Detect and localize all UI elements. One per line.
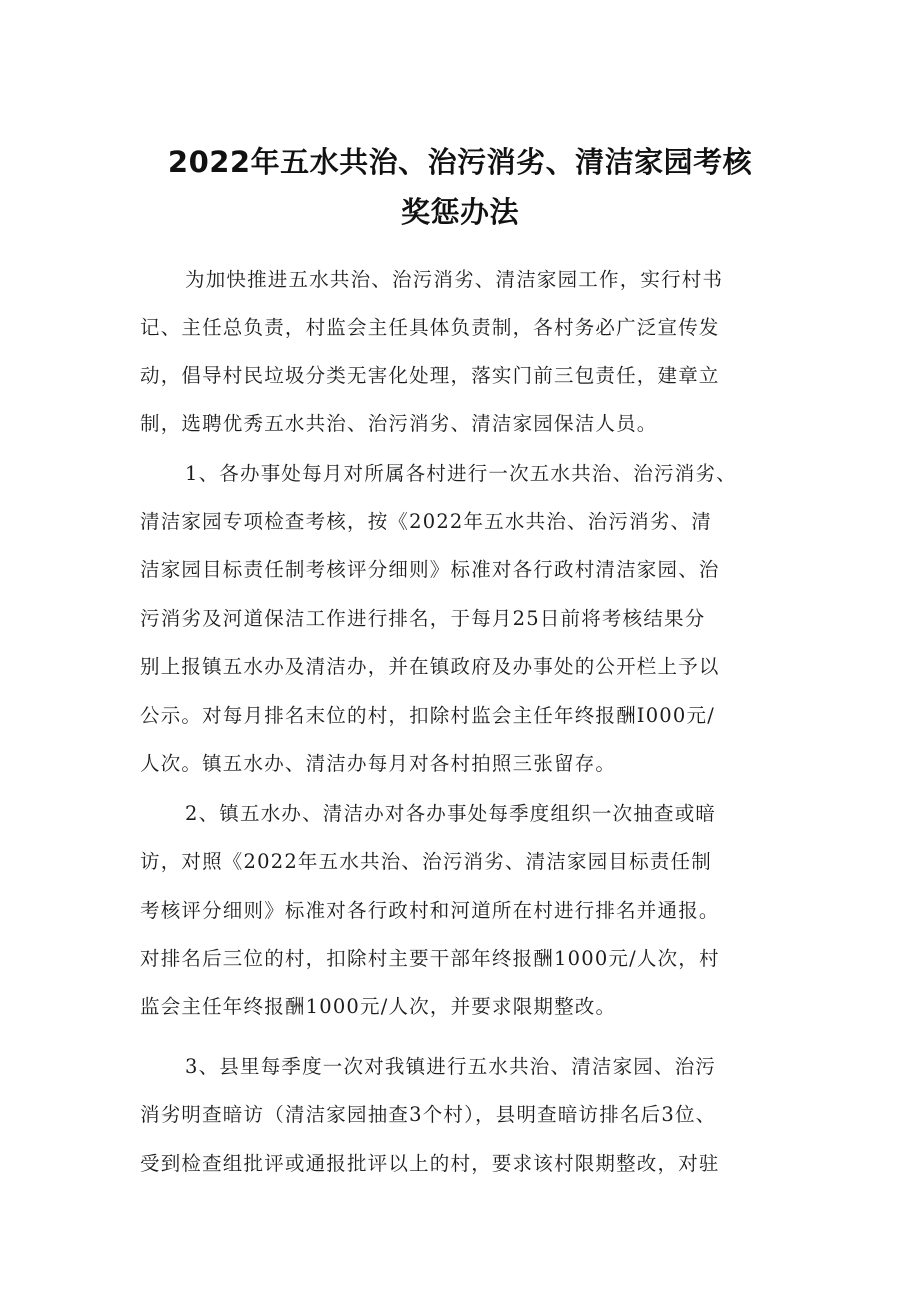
document-title-line-1: 2022年五水共治、治污消劣、清洁家园考核 [167,145,753,179]
paragraph-4-line-3: 受到检查组批评或通报批评以上的村，要求该村限期整改，对驻 [140,1152,720,1175]
paragraph-2-line-7: 人次。镇五水办、清洁办每月对各村拍照三张留存。 [140,752,617,775]
paragraph-1-line-4: 制，选聘优秀五水共治、治污消劣、清洁家园保洁人员。 [140,412,658,435]
paragraph-3-line-1: 2、镇五水办、清洁办对各办事处每季度组织一次抽查或暗 [185,802,717,825]
paragraph-4-line-2: 消劣明查暗访（清洁家园抽查3个村），县明查暗访排名后3位、 [140,1103,717,1126]
paragraph-2-line-2: 清洁家园专项检查考核，按《2022年五水共治、治污消劣、清 [140,510,712,533]
paragraph-1-line-3: 动，倡导村民垃圾分类无害化处理，落实门前三包责任，建章立 [140,364,720,387]
paragraph-3-line-3: 考核评分细则》标准对各行政村和河道所在村进行排名并通报。 [140,899,720,922]
paragraph-3-line-4: 对排名后三位的村，扣除村主要干部年终报酬1000元/人次，村 [140,947,720,970]
paragraph-2-line-4: 污消劣及河道保洁工作进行排名，于每月25日前将考核结果分 [140,607,706,630]
paragraph-4-line-1: 3、县里每季度一次对我镇进行五水共治、清洁家园、治污 [185,1055,717,1078]
paragraph-2-line-5: 别上报镇五水办及清洁办，并在镇政府及办事处的公开栏上予以 [140,655,720,678]
paragraph-3-line-5: 监会主任年终报酬1000元/人次，并要求限期整改。 [140,995,617,1018]
paragraph-2-line-3: 洁家园目标责任制考核评分细则》标准对各行政村清洁家园、治 [140,558,720,581]
paragraph-2-line-1: 1、各办事处每月对所属各村进行一次五水共治、治污消劣、 [185,462,737,485]
paragraph-2-line-6: 公示。对每月排名末位的村，扣除村监会主任年终报酬I000元/ [140,704,715,727]
paragraph-1-line-2: 记、主任总负责，村监会主任具体负责制，各村务必广泛宣传发 [140,316,720,339]
paragraph-3-line-2: 访，对照《2022年五水共治、治污消劣、清洁家园目标责任制 [140,850,712,873]
document-title-line-2: 奖惩办法 [400,195,519,229]
paragraph-1-line-1: 为加快推进五水共治、治污消劣、清洁家园工作，实行村书 [185,268,724,291]
